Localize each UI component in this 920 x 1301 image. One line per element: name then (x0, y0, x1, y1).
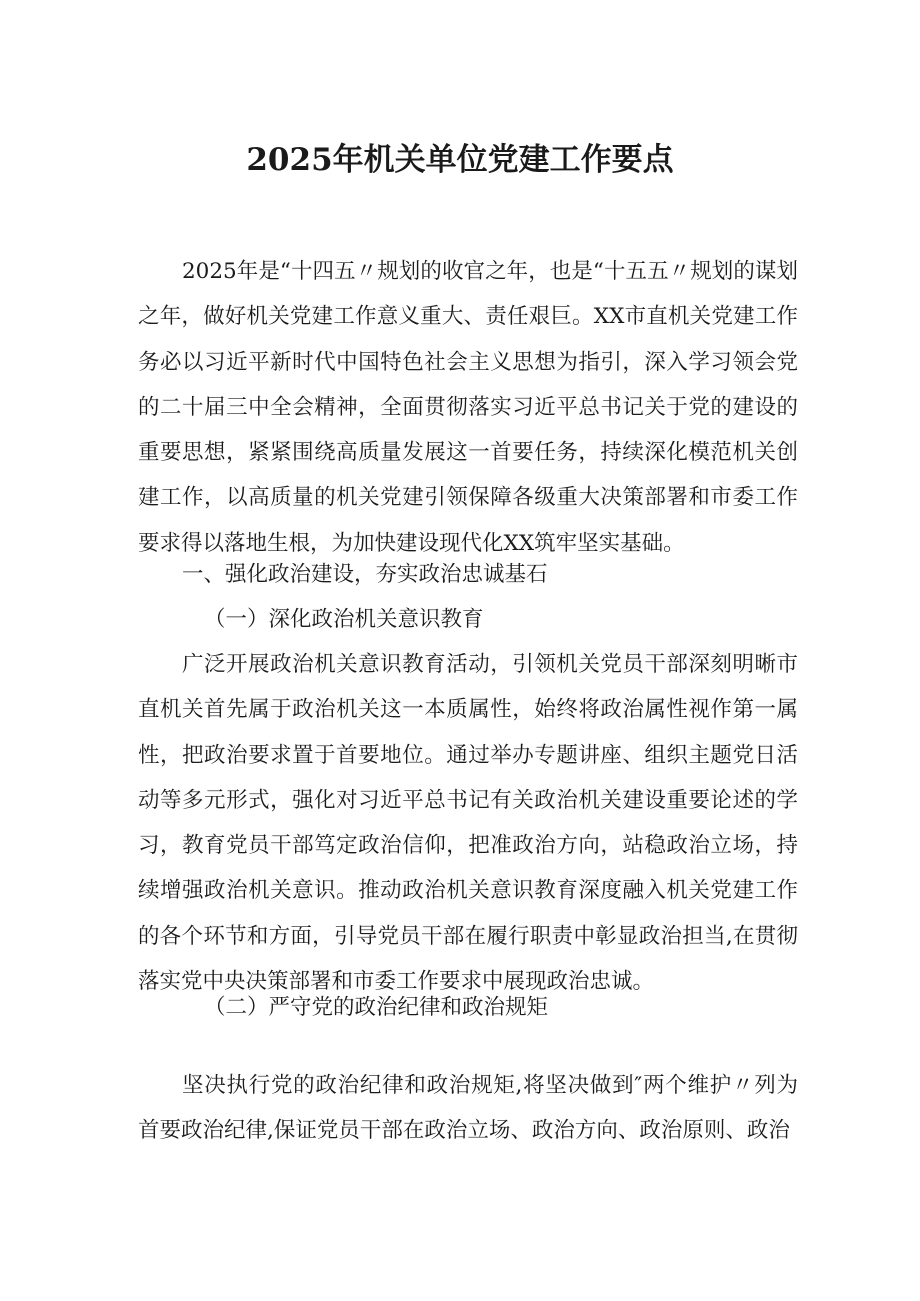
section-heading-1: 一、强化政治建设，夯实政治忠诚基石 (182, 562, 548, 587)
document-title: 2025年机关单位党建工作要点 (246, 142, 674, 178)
subsection-heading-1: （一）深化政治机关意识教育 (204, 607, 484, 632)
subsection-2-body: 坚决执行党的政治纪律和政治规矩,将坚决做到″两个维护〃列为首要政治纪律,保证党员干部在政治立场、政治方向、政治原则、政治 (138, 1073, 798, 1144)
intro-paragraph: 2025年是“十四五〃规划的收官之年，也是“十五五〃规划的谋划之年，做好机关党建工作意义重大、责任艰巨。XX市直机关党建工作务必以习近平新时代中国特色社会主义思想为指引，深入学习领会党的二十届三中全会精神，全面贯彻落实习近平总书记关于党的建设的重要思想，紧紧围绕高质量发展这一首要任务，持续深化模范机关创建工作，以高质量的机关党建引领保障各级重大决策部署和市委工作要求得以落地生根，为加快建设现代化XX筑牢坚实基础。 (138, 259, 798, 556)
subsection-1-body: 广泛开展政治机关意识教育活动，引领机关党员干部深刻明晰市直机关首先属于政治机关这一本质属性，始终将政治属性视作第一属性，把政治要求置于首要地位。通过举办专题讲座、组织主题党日活动等多元形式，强化对习近平总书记有关政治机关建设重要论述的学习，教育党员干部笃定政治信仰，把准政治方向，站稳政治立场，持续增强政治机关意识。推动政治机关意识教育深度融入机关党建工作的各个环节和方面，引导党员干部在履行职责中彰显政治担当,在贯彻落实党中央决策部署和市委工作要求中展现政治忠诚。 (138, 652, 798, 995)
subsection-heading-2: （二）严守党的政治纪律和政治规矩 (204, 995, 549, 1020)
